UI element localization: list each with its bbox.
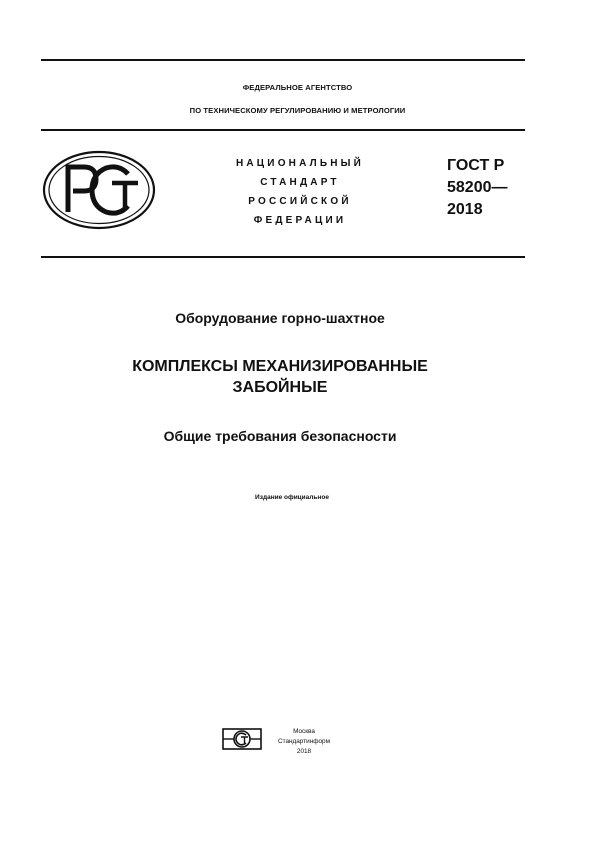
header-rule-lower bbox=[41, 256, 525, 258]
standard-designation bbox=[447, 155, 508, 221]
designation-line-2: 58200— bbox=[447, 179, 508, 196]
rst-logo-icon bbox=[42, 150, 156, 230]
publisher-name: Стандартинформ bbox=[277, 738, 331, 745]
edition-note: Издание официальное bbox=[255, 494, 329, 501]
standard-type-line-4: ФЕДЕРАЦИИ bbox=[253, 215, 347, 226]
top-rule bbox=[41, 59, 525, 61]
title-main-line-1: КОМПЛЕКСЫ МЕХАНИЗИРОВАННЫЕ bbox=[132, 358, 428, 375]
designation-line-3: 2018 bbox=[447, 201, 483, 218]
agency-line-2: ПО ТЕХНИЧЕСКОМУ РЕГУЛИРОВАНИЮ И МЕТРОЛОГИИ bbox=[189, 106, 406, 115]
document-title-main bbox=[60, 356, 500, 398]
title-main-line-2: ЗАБОЙНЫЕ bbox=[232, 379, 328, 396]
publisher-city: Москва bbox=[293, 728, 315, 735]
standard-type bbox=[200, 154, 400, 230]
document-subtitle: Общие требования безопасности bbox=[163, 428, 397, 444]
designation-line-1: ГОСТ Р bbox=[447, 157, 505, 174]
publisher-info bbox=[254, 727, 354, 757]
publisher-year: 2018 bbox=[296, 748, 312, 755]
standard-type-line-2: СТАНДАРТ bbox=[260, 177, 340, 188]
agency-line-1: ФЕДЕРАЛЬНОЕ АГЕНТСТВО bbox=[242, 83, 353, 92]
standard-type-line-1: НАЦИОНАЛЬНЫЙ bbox=[235, 158, 365, 169]
standard-type-line-3: РОССИЙСКОЙ bbox=[248, 196, 352, 207]
header-rule-upper bbox=[41, 129, 525, 131]
document-title-group: Оборудование горно-шахтное bbox=[175, 310, 385, 326]
